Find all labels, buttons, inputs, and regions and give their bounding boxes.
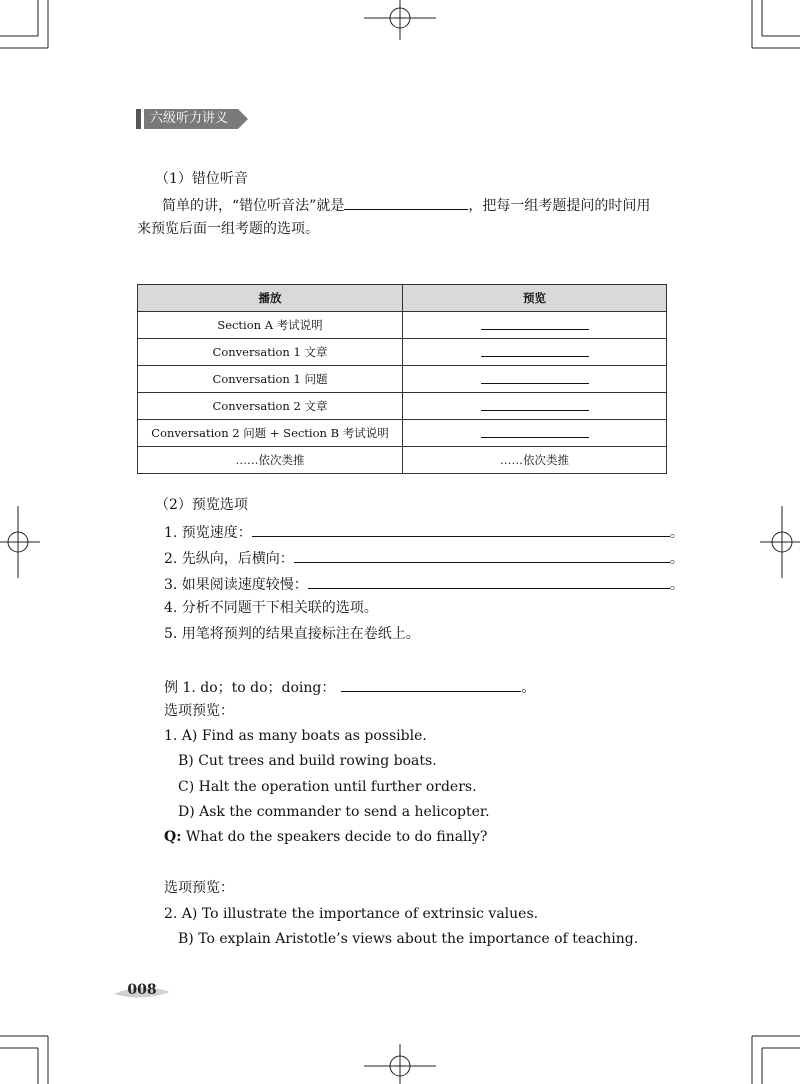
play-cell: Conversation 1 问题: [138, 366, 403, 393]
play-preview-table: [137, 284, 667, 474]
header-arrow-tip: [238, 109, 248, 129]
preview-blank[interactable]: [481, 317, 589, 330]
running-header: [136, 109, 248, 129]
table-header-row: [138, 285, 667, 312]
table-row: [138, 339, 667, 366]
list-item: [164, 522, 684, 542]
preview-label: 选项预览：: [164, 880, 234, 896]
table-row: [138, 420, 667, 447]
preview-cell: [403, 312, 667, 339]
play-cell: Section A 考试说明: [138, 312, 403, 339]
section2-heading: （2）预览选项: [155, 497, 248, 513]
question-line: [164, 828, 487, 846]
section1-para-before: 简单的讲，“错位听音法”就是: [162, 198, 345, 214]
table-row: [138, 312, 667, 339]
header-accent-bar: [136, 109, 141, 129]
header-title: 六级听力讲义: [144, 109, 238, 129]
preview-cell: [403, 393, 667, 420]
end-mark: 。: [521, 680, 536, 696]
end-mark: 。: [669, 551, 684, 567]
preview-blank[interactable]: [481, 371, 589, 384]
section1-para-line1: [162, 195, 650, 215]
preview-cell: [403, 420, 667, 447]
column-header-play: 播放: [138, 285, 403, 312]
question-label: Q:: [164, 829, 182, 845]
preview-cell: ……依次类推: [403, 447, 667, 474]
play-cell: Conversation 1 文章: [138, 339, 403, 366]
preview-blank[interactable]: [481, 398, 589, 411]
list-item: 5. 用笔将预判的结果直接标注在卷纸上。: [164, 626, 420, 642]
list-item-label: 3. 如果阅读速度较慢：: [164, 577, 308, 593]
column-header-preview: 预览: [403, 285, 667, 312]
answer-blank[interactable]: [252, 522, 670, 537]
play-cell: Conversation 2 问题 + Section B 考试说明: [138, 420, 403, 447]
list-item: [164, 548, 684, 568]
preview-blank[interactable]: [481, 344, 589, 357]
section1-para-after: ，把每一组考题提问的时间用: [468, 198, 651, 214]
example-line: [164, 677, 535, 697]
list-item-label: 2. 先纵向，后横向：: [164, 551, 294, 567]
list-item: [164, 574, 684, 594]
list-item: 4. 分析不同题干下相关联的选项。: [164, 600, 378, 616]
preview-blank[interactable]: [481, 425, 589, 438]
option-line: C) Halt the operation until further orders.: [178, 779, 477, 795]
table-row: [138, 393, 667, 420]
preview-label: 选项预览：: [164, 703, 234, 719]
option-line: D) Ask the commander to send a helicopter.: [178, 804, 490, 820]
table-row: [138, 366, 667, 393]
preview-cell: [403, 339, 667, 366]
preview-cell: [403, 366, 667, 393]
play-cell: ……依次类推: [138, 447, 403, 474]
answer-blank[interactable]: [294, 548, 670, 563]
option-line: 1. A) Find as many boats as possible.: [164, 728, 427, 744]
section1-heading: （1）错位听音: [155, 171, 248, 187]
play-cell: Conversation 2 文章: [138, 393, 403, 420]
option-line: B) To explain Aristotle’s views about the importance of teaching.: [178, 931, 639, 947]
answer-blank[interactable]: [341, 677, 521, 692]
question-text: What do the speakers decide to do finally?: [181, 829, 488, 845]
answer-blank[interactable]: [344, 195, 468, 210]
answer-blank[interactable]: [308, 574, 670, 589]
example-label: 例 1. do；to do；doing：: [164, 680, 336, 696]
option-line: B) Cut trees and build rowing boats.: [178, 753, 437, 769]
list-item-label: 1. 预览速度：: [164, 525, 252, 541]
end-mark: 。: [669, 577, 684, 593]
option-line: 2. A) To illustrate the importance of extrinsic values.: [164, 906, 539, 922]
table-row: [138, 447, 667, 474]
page-number-badge: [112, 980, 172, 1002]
section1-para-line2: 来预览后面一组考题的选项。: [137, 221, 319, 237]
page-number: 008: [127, 982, 157, 998]
end-mark: 。: [669, 525, 684, 541]
